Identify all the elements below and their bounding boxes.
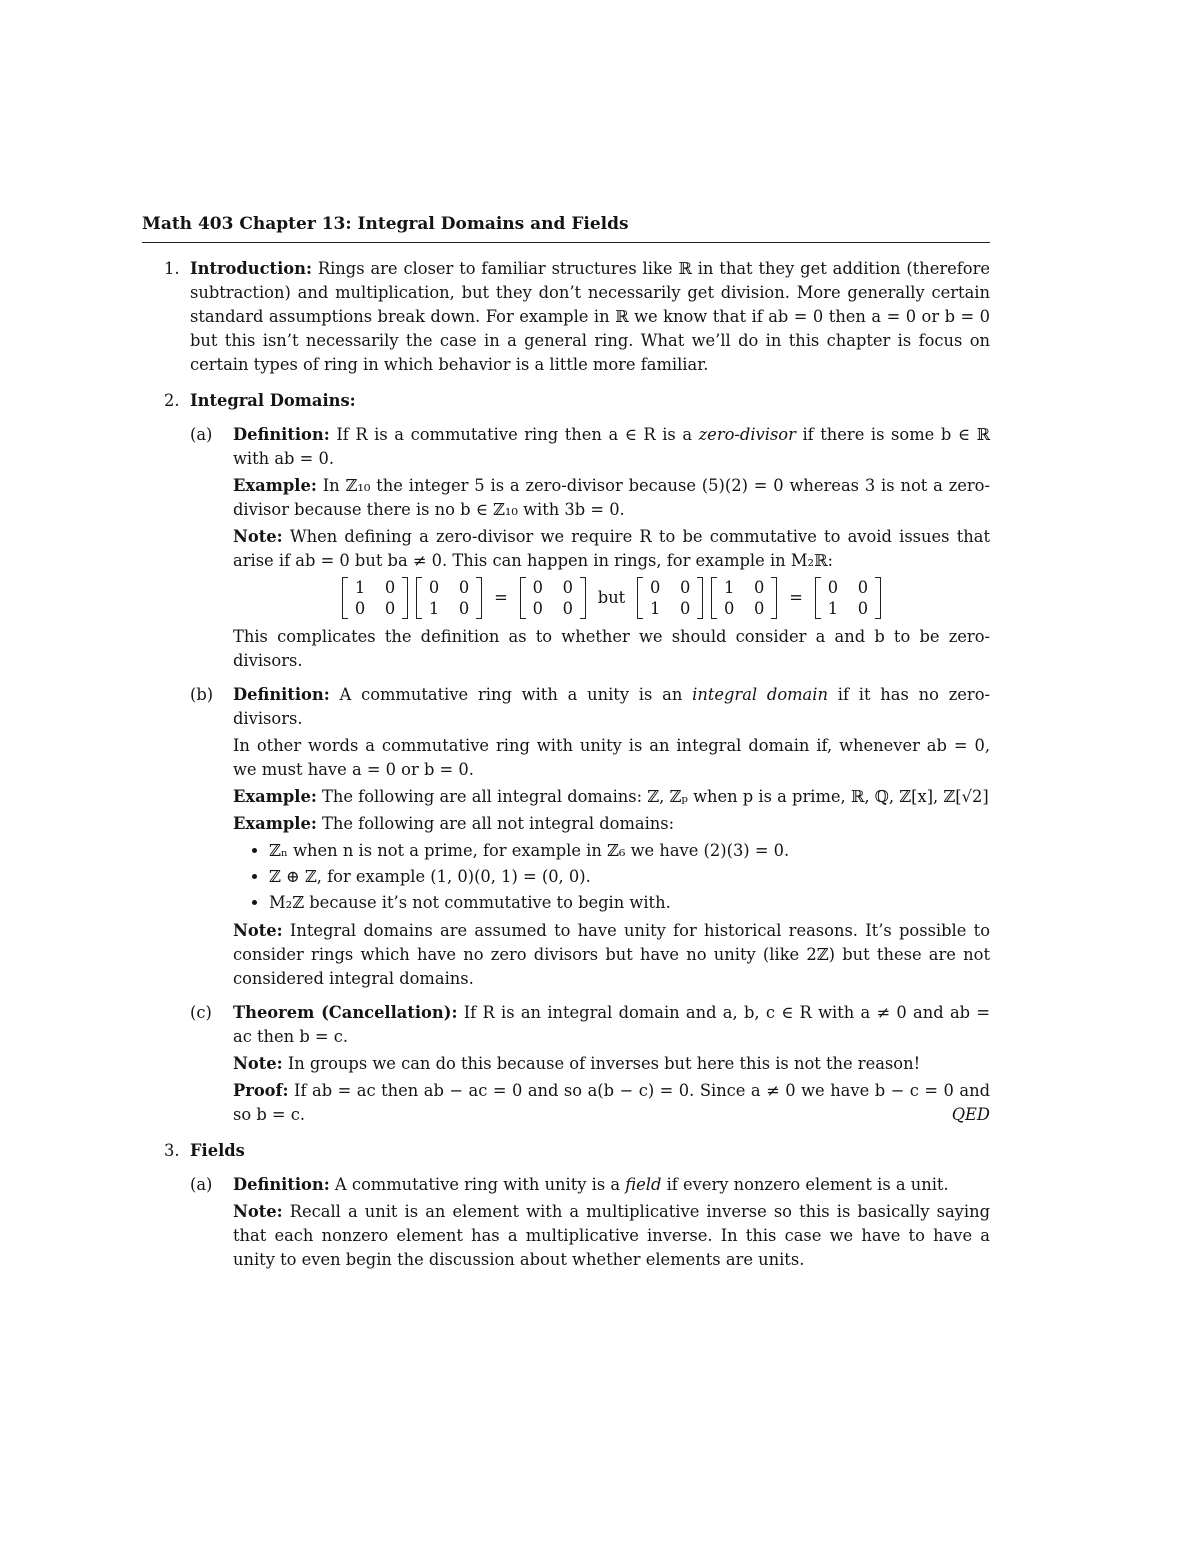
matrix-4: [637, 577, 703, 619]
note-text: When defining a zero-divisor we require R to be commutative to avoid issues that arise if ab = 0 but ba ≠ 0. This can happen in rings, for example in M₂ℝ:: [233, 527, 990, 570]
section-heading: [190, 389, 990, 413]
proof-paragraph: [233, 1079, 990, 1127]
definition-term: integral domain: [692, 685, 828, 704]
equals-sign: =: [494, 588, 508, 607]
document-page: [142, 212, 990, 1275]
matrix-entry: 1: [428, 599, 440, 618]
integral-domains-heading: Integral Domains:: [190, 391, 356, 410]
matrix-entry: 0: [680, 599, 691, 618]
matrix-entry: 0: [384, 599, 396, 618]
definition-text: If R is a commutative ring then a ∈ R is a: [329, 425, 699, 444]
definition-text: A commutative ring with a unity is an: [329, 685, 693, 704]
subsection-label: (b): [190, 685, 214, 704]
matrix-entry: 0: [827, 578, 839, 597]
note-unit: [233, 1200, 990, 1272]
matrix-entry: 0: [754, 599, 765, 618]
theorem-label: Theorem (Cancellation):: [233, 1003, 458, 1022]
definition-integral-domain: [233, 683, 990, 731]
matrix-entry: 0: [354, 599, 366, 618]
matrix-2: [416, 577, 482, 619]
equals-sign: =: [789, 588, 803, 607]
matrix-entry: 0: [754, 578, 765, 597]
matrix-5: [711, 577, 777, 619]
note-label: Note:: [233, 1202, 283, 1221]
matrix-entry: 0: [857, 599, 869, 618]
section-introduction: [142, 257, 990, 377]
example-text: In ℤ₁₀ the integer 5 is a zero-divisor because (5)(2) = 0 whereas 3 is not a zero-divisor because there is no b ∈ ℤ₁₀ with 3b = 0.: [233, 476, 990, 519]
subsection-label: (a): [190, 425, 213, 444]
note-commutative: [233, 525, 990, 573]
matrix-entry: 0: [650, 578, 661, 597]
matrix-entry: 0: [562, 599, 573, 618]
note-label: Note:: [233, 527, 283, 546]
example-label: Example:: [233, 787, 317, 806]
definition-zero-divisor: [233, 423, 990, 471]
list-item: • M₂ℤ because it’s not commutative to begin with.: [269, 891, 990, 915]
proof-text: If ab = ac then ab − ac = 0 and so a(b − c) = 0. Since a ≠ 0 we have b − c = 0 and so b = c.: [233, 1081, 990, 1124]
subsection-label: (c): [190, 1003, 212, 1022]
matrix-entry: 0: [458, 578, 470, 597]
example-label: Example:: [233, 476, 317, 495]
matrix-entry: 0: [680, 578, 691, 597]
subsection-cancellation: [190, 1001, 990, 1127]
definition-label: Definition:: [233, 685, 330, 704]
section-fields: [142, 1139, 990, 1272]
note-inverses: [233, 1052, 990, 1076]
qed-mark: QED: [951, 1105, 990, 1124]
matrix-entry: 0: [532, 599, 543, 618]
section-number: 3.: [164, 1141, 180, 1160]
non-domain-list: [233, 839, 990, 915]
matrix-3: [520, 577, 586, 619]
definition-text: if it has no zero-divisors.: [233, 685, 991, 728]
example-label: Example:: [233, 814, 317, 833]
section-number: 2.: [164, 391, 180, 410]
definition-term: zero-divisor: [698, 425, 796, 444]
list-item: • ℤₙ when n is not a prime, for example in ℤ₆ we have (2)(3) = 0.: [269, 839, 990, 863]
matrix-entry: 0: [724, 599, 735, 618]
but-word: but: [597, 588, 626, 607]
example-integral-domains: [233, 785, 990, 809]
section-number: 1.: [164, 259, 180, 278]
definition-text: A commutative ring with unity is a: [329, 1175, 626, 1194]
section-integral-domains: [142, 389, 990, 1127]
note-unity: [233, 919, 990, 991]
matrix-entry: 1: [724, 578, 735, 597]
matrix-entry: 0: [458, 599, 470, 618]
proof-label: Proof:: [233, 1081, 289, 1100]
note-text: In groups we can do this because of inverses but here this is not the reason!: [282, 1054, 921, 1073]
matrix-entry: 1: [354, 578, 366, 597]
definition-field: [233, 1173, 990, 1197]
note-text: Integral domains are assumed to have unity for historical reasons. It’s possible to consider rings which have no zero divisors but have no unity (like 2ℤ) but these are not considered integral domains.: [233, 921, 990, 988]
definition-term: field: [625, 1175, 662, 1194]
introduction-paragraph: [190, 257, 990, 377]
matrix-entry: 0: [384, 578, 396, 597]
other-words-paragraph: In other words a commutative ring with unity is an integral domain if, whenever ab = 0, we must have a = 0 or b = 0.: [233, 736, 990, 779]
subsection-label: (a): [190, 1175, 213, 1194]
matrix-entry: 0: [562, 578, 573, 597]
matrix-entry: 0: [532, 578, 543, 597]
example-text: The following are all not integral domains:: [316, 814, 675, 833]
subsection-field: [190, 1173, 990, 1272]
fields-heading: Fields: [190, 1141, 245, 1160]
section-heading: [190, 1139, 990, 1163]
example-z10: [233, 474, 990, 522]
definition-label: Definition:: [233, 425, 330, 444]
definition-text: if there is some b ∈ ℝ with ab = 0.: [233, 425, 990, 468]
matrix-1: [342, 577, 408, 619]
theorem-text: If R is an integral domain and a, b, c ∈ R with a ≠ 0 and ab = ac then b = c.: [233, 1003, 990, 1046]
definition-text: if every nonzero element is a unit.: [661, 1175, 949, 1194]
matrix-6: [815, 577, 881, 619]
matrix-equation: [233, 577, 990, 619]
matrix-entry: 0: [428, 578, 440, 597]
subsection-zero-divisor: [190, 423, 990, 673]
page-title: Math 403 Chapter 13: Integral Domains and Fields: [142, 212, 990, 243]
example-text: The following are all integral domains: ℤ, ℤₚ when p is a prime, ℝ, ℚ, ℤ[x], ℤ[√2]: [316, 787, 989, 806]
note-label: Note:: [233, 921, 283, 940]
theorem-cancellation: [233, 1001, 990, 1049]
example-not-integral-domains: [233, 812, 990, 836]
introduction-heading: Introduction:: [190, 259, 312, 278]
subsection-integral-domain: [190, 683, 990, 991]
definition-label: Definition:: [233, 1175, 330, 1194]
complication-paragraph: This complicates the definition as to whether we should consider a and b to be zero-divisors.: [233, 627, 990, 670]
list-item: • ℤ ⊕ ℤ, for example (1, 0)(0, 1) = (0, 0).: [269, 865, 990, 889]
matrix-entry: 1: [827, 599, 839, 618]
note-label: Note:: [233, 1054, 283, 1073]
matrix-entry: 1: [650, 599, 661, 618]
matrix-entry: 0: [857, 578, 869, 597]
introduction-text: Rings are closer to familiar structures like ℝ in that they get addition (therefore subtraction) and multiplication, but they don’t necessarily get division. More generally certain standard assumptions break down. For example in ℝ we know that if ab = 0 then a = 0 or b = 0 but this isn’t necessarily the case in a general ring. What we’ll do in this chapter is focus on certain types of ring in which behavior is a little more familiar.: [190, 259, 990, 374]
note-text: Recall a unit is an element with a multiplicative inverse so this is basically saying that each nonzero element has a multiplicative inverse. In this case we have to have a unity to even begin the discussion about whether elements are units.: [233, 1202, 990, 1269]
